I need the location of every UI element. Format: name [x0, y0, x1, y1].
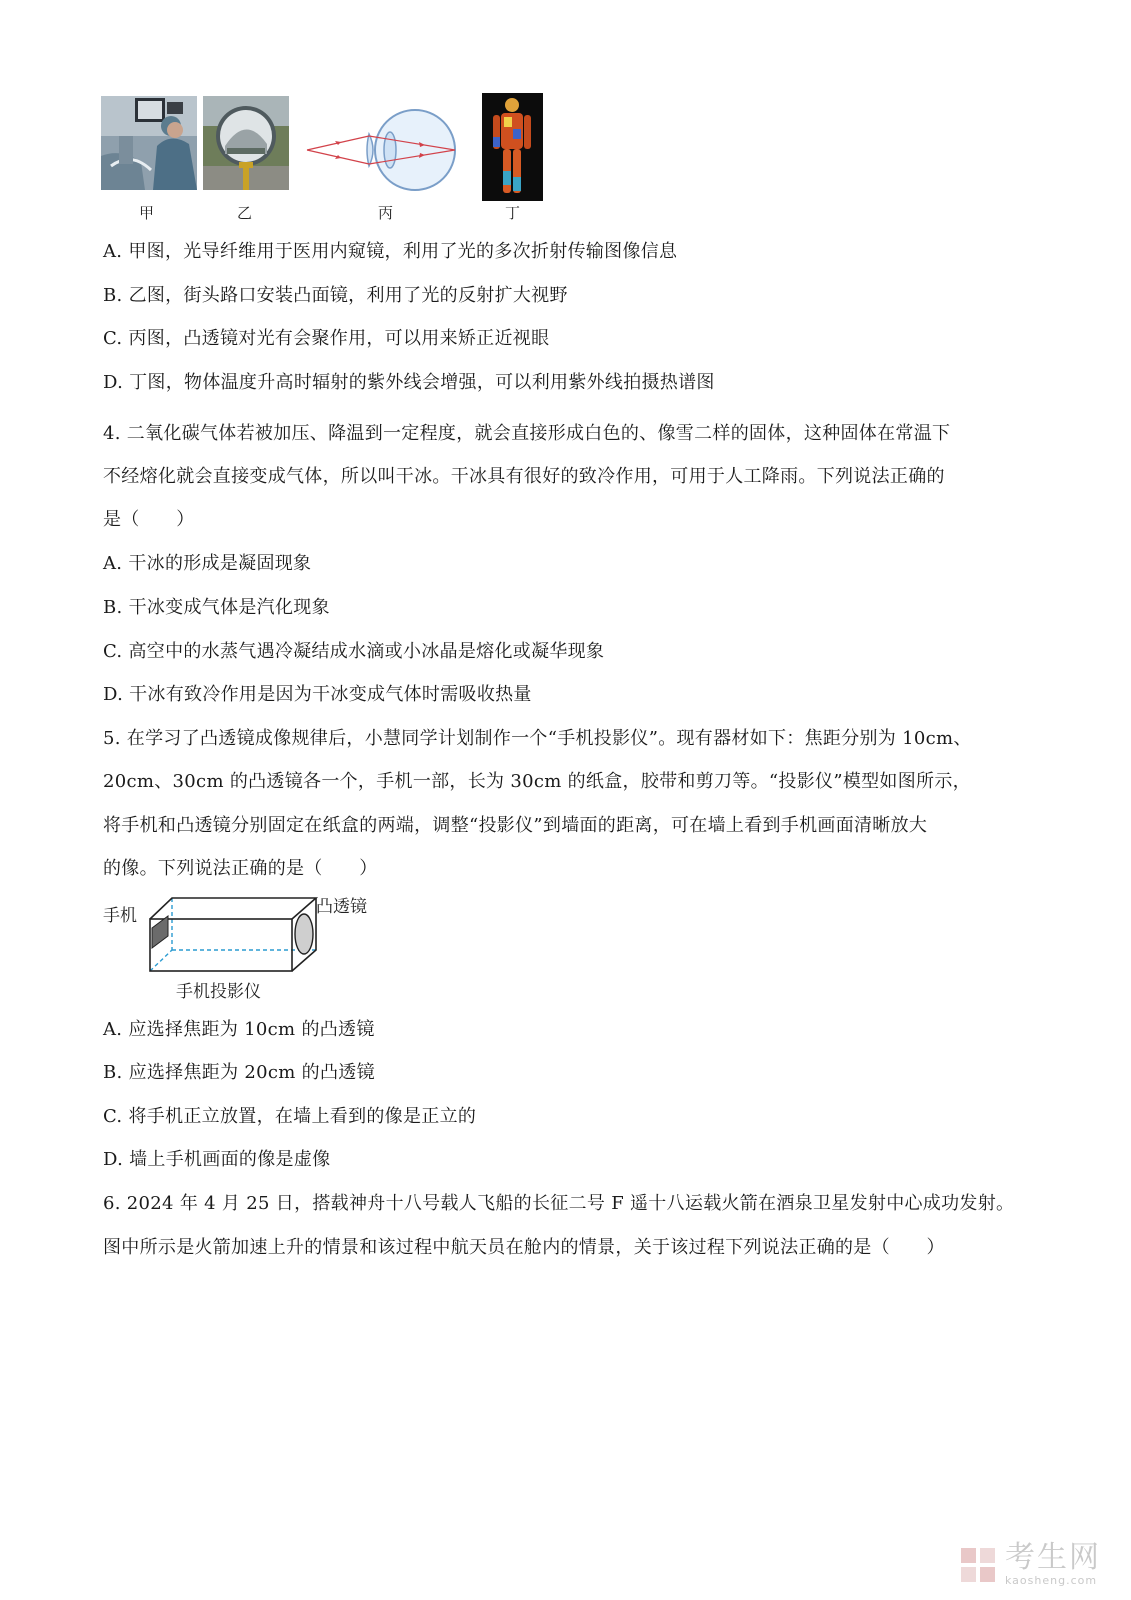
label-convex-lens: 凸透镜 — [316, 897, 367, 917]
q5-option-a: A. 应选择焦距为 10cm 的凸透镜 — [103, 1019, 375, 1040]
q5-stem-line-3: 将手机和凸透镜分别固定在纸盒的两端，调整“投影仪”到墙面的距离，可在墙上看到手机画面清晰放大 — [103, 815, 928, 836]
q5-stem-line-4: 的像。下列说法正确的是（ ） — [103, 858, 378, 879]
thermogram-photo — [482, 93, 543, 201]
q4-stem-line-3: 是（ ） — [103, 509, 195, 530]
q4-stem-line-1: 4. 二氧化碳气体若被加压、降温到一定程度，就会直接形成白色的、像雪二样的固体，这种固体在常温下 — [103, 423, 951, 444]
q4-option-d: D. 干冰有致冷作用是因为干冰变成气体时需吸收热量 — [103, 684, 532, 705]
figure-caption-bing: 丙 — [378, 204, 394, 222]
q6-stem-line-2: 图中所示是火箭加速上升的情景和该过程中航天员在舱内的情景，关于该过程下列说法正确的是（ ） — [103, 1237, 945, 1258]
figure-caption-jia: 甲 — [139, 204, 155, 222]
q4-option-a: A. 干冰的形成是凝固现象 — [103, 553, 312, 574]
endoscope-photo — [101, 96, 197, 190]
q4-stem-line-2: 不经熔化就会直接变成气体，所以叫干冰。干冰具有很好的致冷作用，可用于人工降雨。下列说法正确的 — [103, 466, 945, 487]
convex-mirror-photo — [203, 96, 289, 190]
q3-option-c: C. 丙图，凸透镜对光有会聚作用，可以用来矫正近视眼 — [103, 328, 550, 349]
q5-option-b: B. 应选择焦距为 20cm 的凸透镜 — [103, 1062, 375, 1083]
figure-caption-projector: 手机投影仪 — [176, 982, 261, 1002]
q4-option-c: C. 高空中的水蒸气遇冷凝结成水滴或小冰晶是熔化或凝华现象 — [103, 641, 605, 662]
q5-stem-line-2: 20cm、30cm 的凸透镜各一个，手机一部，长为 30cm 的纸盒，胶带和剪刀等。“投影仪”模型如图所示， — [103, 771, 971, 792]
q3-option-d: D. 丁图，物体温度升高时辐射的紫外线会增强，可以利用紫外线拍摄热谱图 — [103, 372, 715, 393]
q4-option-b: B. 干冰变成气体是汽化现象 — [103, 597, 330, 618]
projector-box-diagram — [140, 892, 320, 976]
watermark-url: kaosheng.com — [1005, 1574, 1098, 1587]
q3-option-b: B. 乙图，街头路口安装凸面镜，利用了光的反射扩大视野 — [103, 285, 568, 306]
label-phone: 手机 — [103, 906, 137, 926]
q5-option-d: D. 墙上手机画面的像是虚像 — [103, 1149, 331, 1170]
q6-stem-line-1: 6. 2024 年 4 月 25 日，搭载神舟十八号载人飞船的长征二号 F 遥十八运载火箭在酒泉卫星发射中心成功发射。 — [103, 1193, 1015, 1214]
q3-option-a: A. 甲图，光导纤维用于医用内窥镜，利用了光的多次折射传输图像信息 — [103, 241, 678, 262]
eye-lens-diagram — [305, 104, 459, 192]
watermark-text: 考生网 — [1005, 1540, 1101, 1575]
q5-stem-line-1: 5. 在学习了凸透镜成像规律后，小慧同学计划制作一个“手机投影仪”。现有器材如下：焦距分别为 10cm、 — [103, 728, 972, 749]
watermark-logo-icon — [959, 1546, 997, 1584]
q5-option-c: C. 将手机正立放置，在墙上看到的像是正立的 — [103, 1106, 477, 1127]
figure-caption-ding: 丁 — [505, 204, 521, 222]
figure-caption-yi: 乙 — [237, 204, 253, 222]
watermark — [959, 1540, 1101, 1587]
